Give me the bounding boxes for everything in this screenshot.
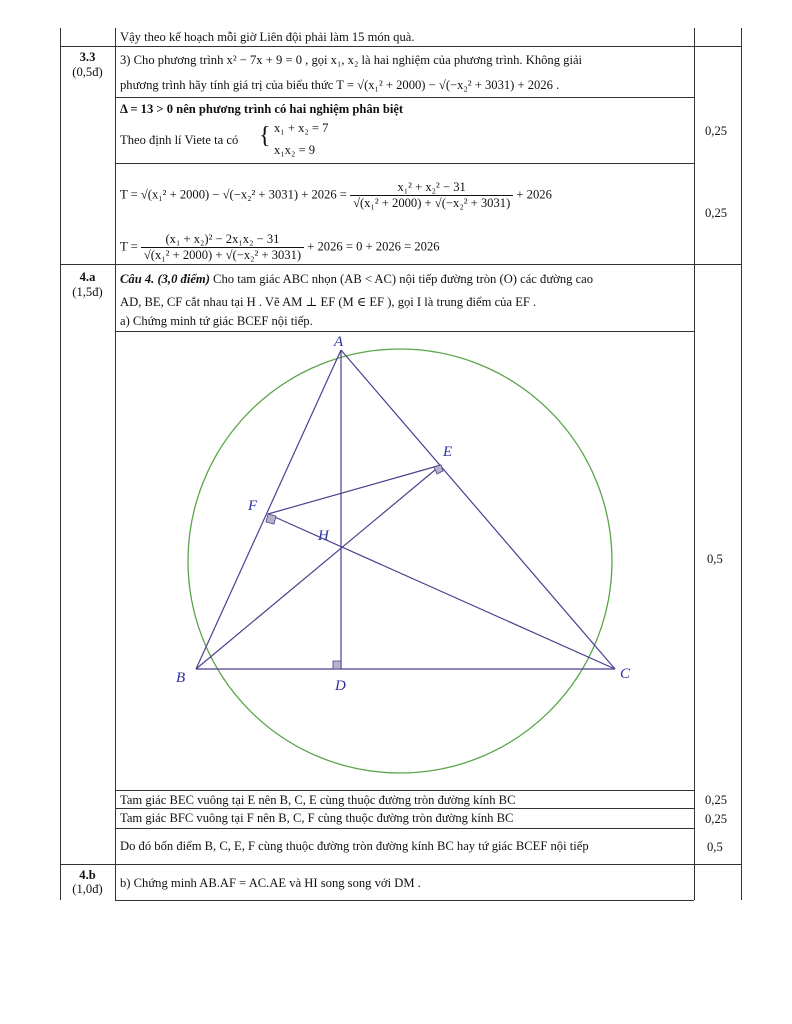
altitude-be: [196, 465, 441, 669]
eq2-tail: + 2026 = 0 + 2026 = 2026: [307, 239, 440, 254]
label-b: B: [176, 670, 186, 686]
q4a-line2: AD, BE, CF cắt nhau tại H . Vẽ AM ⊥ EF (M ∈ EF ), gọi I là trung điểm của EF .: [120, 295, 537, 309]
eq2-denominator: √(x₁² + 2000) + √(−x₂² + 3031): [143, 248, 302, 262]
proof-score-1: 0,25: [705, 793, 728, 807]
q33-label: 3.3: [79, 50, 96, 64]
eq1-denominator: √(x₁² + 2000) + √(−x₂² + 3031): [353, 196, 511, 210]
label-d: D: [335, 678, 346, 694]
q33-viete-prefix: Theo định lí Viete ta có: [120, 133, 239, 147]
q4a-line1: [120, 272, 593, 287]
geometry-figure: [115, 331, 694, 790]
label-a: A: [334, 334, 344, 350]
q4a-line1-rest: Cho tam giác ABC nhọn (AB < AC) nội tiếp đường tròn (O) các đường cao: [209, 272, 594, 286]
proof-score-3: 0,5: [707, 840, 723, 854]
eq2-left: T =: [120, 239, 138, 254]
q4b-points: (1,0đ): [72, 882, 103, 896]
eq2-fraction: [141, 232, 304, 263]
viete-brace: {: [259, 123, 271, 149]
label-c: C: [620, 666, 631, 682]
side-ab: [196, 350, 341, 669]
proof-line-3: Do đó bốn điểm B, C, E, F cùng thuộc đường tròn đường kính BC hay tứ giác BCEF nội tiếp: [120, 839, 589, 853]
figure-score: 0,5: [707, 552, 723, 566]
eq2-numerator: (x₁ + x₂)² − 2x₁x₂ − 31: [141, 232, 304, 248]
eq1-fraction: [350, 180, 513, 211]
equation-2: [120, 232, 440, 263]
eq1-numerator: x₁² + x₂² − 31: [350, 180, 513, 196]
right-angle-e: [434, 465, 443, 474]
q33-line2: phương trình hãy tính giá trị của biểu thức T = √(x₁² + 2000) − √(−x₂² + 3031) + 2026 .: [120, 78, 560, 92]
q4a-line3: a) Chứng minh tứ giác BCEF nội tiếp.: [120, 314, 313, 328]
q4b-label: 4.b: [79, 868, 96, 882]
proof-line-2: Tam giác BFC vuông tại F nên B, C, F cùng thuộc đường tròn đường kính BC: [120, 811, 514, 825]
side-ac: [341, 350, 615, 669]
q33-delta: Δ = 13 > 0 nên phương trình có hai nghiệm phân biệt: [120, 102, 404, 116]
q4a-title: Câu 4. (3,0 điểm): [120, 272, 210, 286]
proof-line-1: Tam giác BEC vuông tại E nên B, C, E cùng thuộc đường tròn đường kính BC: [120, 793, 516, 807]
eq1-tail: + 2026: [516, 187, 552, 202]
circumcircle: [188, 349, 612, 773]
eq1-left: T = √(x₁² + 2000) − √(−x₂² + 3031) + 2026 =: [120, 187, 347, 202]
viete-product: x₁x₂ = 9: [274, 143, 316, 157]
q33-score2: 0,25: [705, 206, 728, 220]
q33-score1: 0,25: [705, 124, 728, 138]
q4a-points: (1,5đ): [72, 285, 103, 299]
label-h: H: [318, 528, 329, 544]
q4a-label: 4.a: [79, 270, 96, 284]
label-f: F: [248, 498, 258, 514]
intro-line: Vậy theo kế hoạch mỗi giờ Liên đội phải làm 15 món quà.: [120, 30, 415, 44]
q33-points: (0,5đ): [72, 65, 103, 79]
proof-score-2: 0,25: [705, 812, 728, 826]
label-e: E: [443, 444, 453, 460]
right-angle-d: [333, 661, 341, 669]
equation-1: [120, 180, 552, 211]
viete-sum: x₁ + x₂ = 7: [274, 121, 329, 135]
segment-ef: [268, 465, 441, 514]
q4b-line1: b) Chứng minh AB.AF = AC.AE và HI song song với DM .: [120, 876, 421, 890]
right-angle-f: [266, 514, 276, 524]
q33-line1: 3) Cho phương trình x² − 7x + 9 = 0 , gọi x₁, x₂ là hai nghiệm của phương trình. Không giải: [120, 53, 583, 67]
